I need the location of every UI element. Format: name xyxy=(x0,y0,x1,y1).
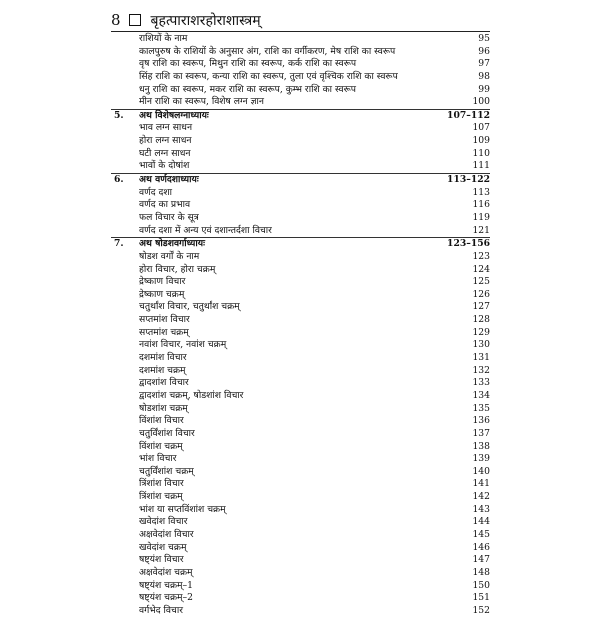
toc-entry-row xyxy=(111,504,490,517)
entry-page-number: 130 xyxy=(472,339,490,351)
entry-page-number: 136 xyxy=(472,415,490,427)
header-rule xyxy=(111,31,490,32)
toc-entry-row xyxy=(111,453,490,466)
table-of-contents xyxy=(111,33,490,617)
entry-page-number: 134 xyxy=(472,389,490,401)
toc-entry-row xyxy=(111,365,490,378)
toc-entry-row xyxy=(111,314,490,327)
toc-entry-row xyxy=(111,592,490,605)
toc-entry-row xyxy=(111,466,490,479)
entry-page-number: 110 xyxy=(472,147,490,159)
entry-title: वृष राशि का स्वरूप, मिथुन राशि का स्वरूप, कर्क राशि का स्वरूप xyxy=(139,58,357,70)
entry-title: मीन राशि का स्वरूप, विशेष लग्न ज्ञान xyxy=(139,96,264,108)
toc-entry-row xyxy=(111,554,490,567)
entry-title: षष्ट्यंश चक्रम्–2 xyxy=(139,592,193,604)
entry-title: चतुर्विंशांश विचार xyxy=(139,427,195,439)
toc-entry-row xyxy=(111,199,490,212)
entry-page-number: 147 xyxy=(472,554,490,566)
entry-title: षष्ट्यंश विचार xyxy=(139,554,184,566)
toc-entry-row xyxy=(111,491,490,504)
entry-page-number: 123 xyxy=(472,250,490,262)
entry-title: भांश विचार xyxy=(139,453,177,465)
toc-entry-row xyxy=(111,377,490,390)
toc-entry-row xyxy=(111,529,490,542)
square-bullet-icon xyxy=(129,14,141,26)
toc-entry-row xyxy=(111,567,490,580)
entry-page-number: 95 xyxy=(478,33,490,44)
entry-page-number: 150 xyxy=(472,579,490,591)
toc-entry-row xyxy=(111,160,490,173)
entry-page-number: 96 xyxy=(478,45,490,57)
entry-page-number: 99 xyxy=(478,83,490,95)
toc-entry-row xyxy=(111,212,490,225)
chapter-page-range: 107–112 xyxy=(447,109,490,121)
chapter-page-range: 113–122 xyxy=(447,174,490,186)
entry-title: चतुर्विंशांश चक्रम् xyxy=(139,465,194,477)
toc-entry-row xyxy=(111,289,490,302)
toc-entry-row xyxy=(111,352,490,365)
entry-title: दशमांश विचार xyxy=(139,352,187,364)
entry-title: सिंह राशि का स्वरूप, कन्या राशि का स्वरूप, तुला एवं वृश्चिक राशि का स्वरूप xyxy=(139,70,398,82)
entry-title: खवेदांश विचार xyxy=(139,516,188,528)
chapter-title: अथ षोडशवर्गाध्यायः xyxy=(139,238,205,250)
chapter-title: अथ विशेषलग्नाध्यायः xyxy=(139,109,209,121)
entry-title: वर्णद दशा में अन्य एवं दशान्तर्दशा विचार xyxy=(139,224,272,236)
entry-page-number: 152 xyxy=(472,604,490,616)
entry-page-number: 146 xyxy=(472,541,490,553)
entry-page-number: 135 xyxy=(472,402,490,414)
entry-title: कालपुरुष के राशियों के अनुसार अंग, राशि का वर्गीकरण, मेष राशि का स्वरूप xyxy=(139,45,396,57)
toc-entry-row xyxy=(111,122,490,135)
entry-title: दशमांश चक्रम् xyxy=(139,364,186,376)
entry-title: द्रेष्काण विचार xyxy=(139,276,186,288)
toc-entry-row xyxy=(111,428,490,441)
chapter-number: 7. xyxy=(114,238,124,250)
entry-page-number: 107 xyxy=(472,122,490,134)
entry-page-number: 100 xyxy=(472,96,490,108)
entry-title: षष्ट्यंश चक्रम्–1 xyxy=(139,579,193,591)
toc-chapter-row xyxy=(111,237,490,251)
entry-page-number: 142 xyxy=(472,491,490,503)
chapter-title: अथ वर्णदशाध्यायः xyxy=(139,174,199,186)
entry-title: सप्तमांश विचार xyxy=(139,314,190,326)
entry-page-number: 140 xyxy=(472,465,490,477)
entry-page-number: 151 xyxy=(472,592,490,604)
toc-entry-row xyxy=(111,301,490,314)
entry-title: त्रिंशांश विचार xyxy=(139,478,184,490)
entry-title: वर्णद का प्रभाव xyxy=(139,199,191,211)
entry-page-number: 131 xyxy=(472,352,490,364)
toc-entry-row xyxy=(111,542,490,555)
entry-page-number: 124 xyxy=(472,263,490,275)
entry-page-number: 132 xyxy=(472,364,490,376)
entry-title: विंशांश विचार xyxy=(139,415,184,427)
toc-entry-row xyxy=(111,71,490,84)
entry-page-number: 125 xyxy=(472,276,490,288)
entry-page-number: 98 xyxy=(478,70,490,82)
entry-page-number: 127 xyxy=(472,301,490,313)
toc-entry-row xyxy=(111,251,490,264)
entry-title: त्रिंशांश चक्रम् xyxy=(139,491,183,503)
entry-title: वर्गभेद विचार xyxy=(139,604,183,616)
toc-entry-row xyxy=(111,478,490,491)
toc-entry-row xyxy=(111,580,490,593)
entry-title: फल विचार के सूत्र xyxy=(139,211,199,223)
book-title: बृहत्पाराशरहोराशास्त्रम् xyxy=(150,12,261,29)
entry-title: द्रेष्काण चक्रम् xyxy=(139,288,185,300)
toc-entry-row xyxy=(111,390,490,403)
toc-entry-row xyxy=(111,441,490,454)
entry-page-number: 145 xyxy=(472,528,490,540)
entry-title: षोडश वर्गों के नाम xyxy=(139,250,200,262)
entry-title: चतुर्थांश विचार, चतुर्थांश चक्रम् xyxy=(139,301,240,313)
entry-page-number: 137 xyxy=(472,427,490,439)
toc-entry-row xyxy=(111,605,490,617)
entry-page-number: 119 xyxy=(472,211,490,223)
entry-page-number: 133 xyxy=(472,377,490,389)
entry-title: होरा लग्न साधन xyxy=(139,135,192,147)
entry-page-number: 126 xyxy=(472,288,490,300)
toc-entry-row xyxy=(111,58,490,71)
toc-entry-row xyxy=(111,46,490,59)
entry-title: भांश या सप्तविंशांश चक्रम् xyxy=(139,503,226,515)
toc-entry-row xyxy=(111,96,490,109)
toc-entry-row xyxy=(111,264,490,277)
entry-title: अक्षवेदांश चक्रम् xyxy=(139,566,193,578)
toc-entry-row xyxy=(111,148,490,161)
toc-entry-row xyxy=(111,135,490,148)
entry-title: वर्णद दशा xyxy=(139,186,173,198)
chapter-page-range: 123–156 xyxy=(447,238,490,250)
entry-title: द्वादशांश विचार xyxy=(139,377,189,389)
page-header xyxy=(111,9,261,31)
entry-page-number: 116 xyxy=(472,199,490,211)
entry-page-number: 97 xyxy=(478,58,490,70)
toc-entry-row xyxy=(111,276,490,289)
entry-title: अक्षवेदांश विचार xyxy=(139,528,194,540)
entry-page-number: 138 xyxy=(472,440,490,452)
entry-title: भाव लग्न साधन xyxy=(139,122,193,134)
entry-title: राशियों के नाम xyxy=(139,33,188,44)
entry-title: होरा विचार, होरा चक्रम् xyxy=(139,263,216,275)
page-number: 8 xyxy=(111,11,121,29)
entry-page-number: 111 xyxy=(472,160,490,172)
entry-title: द्वादशांश चक्रम्, षोडशांश विचार xyxy=(139,389,244,401)
entry-page-number: 129 xyxy=(472,326,490,338)
entry-title: नवांश विचार, नवांश चक्रम् xyxy=(139,339,227,351)
entry-page-number: 113 xyxy=(472,186,490,198)
entry-title: खवेदांश चक्रम् xyxy=(139,541,187,553)
toc-entry-row xyxy=(111,516,490,529)
chapter-number: 6. xyxy=(114,174,124,186)
entry-title: धनु राशि का स्वरूप, मकर राशि का स्वरूप, कुम्भ राशि का स्वरूप xyxy=(139,83,357,95)
entry-page-number: 144 xyxy=(472,516,490,528)
toc-entry-row xyxy=(111,187,490,200)
entry-page-number: 148 xyxy=(472,566,490,578)
toc-entry-row xyxy=(111,84,490,97)
entry-page-number: 141 xyxy=(472,478,490,490)
entry-title: विंशांश चक्रम् xyxy=(139,440,183,452)
toc-entry-row xyxy=(111,339,490,352)
chapter-number: 5. xyxy=(114,109,124,121)
entry-title: भावों के दोषांश xyxy=(139,160,190,172)
toc-chapter-row xyxy=(111,109,490,123)
entry-title: घटी लग्न साधन xyxy=(139,147,191,159)
toc-chapter-row xyxy=(111,173,490,187)
entry-page-number: 109 xyxy=(472,135,490,147)
entry-title: षोडशांश चक्रम् xyxy=(139,402,188,414)
toc-entry-row xyxy=(111,225,490,238)
entry-page-number: 121 xyxy=(472,224,490,236)
entry-page-number: 143 xyxy=(472,503,490,515)
entry-page-number: 139 xyxy=(472,453,490,465)
entry-page-number: 128 xyxy=(472,314,490,326)
toc-entry-row xyxy=(111,33,490,46)
toc-entry-row xyxy=(111,327,490,340)
toc-entry-row xyxy=(111,403,490,416)
entry-title: सप्तमांश चक्रम् xyxy=(139,326,189,338)
toc-entry-row xyxy=(111,415,490,428)
